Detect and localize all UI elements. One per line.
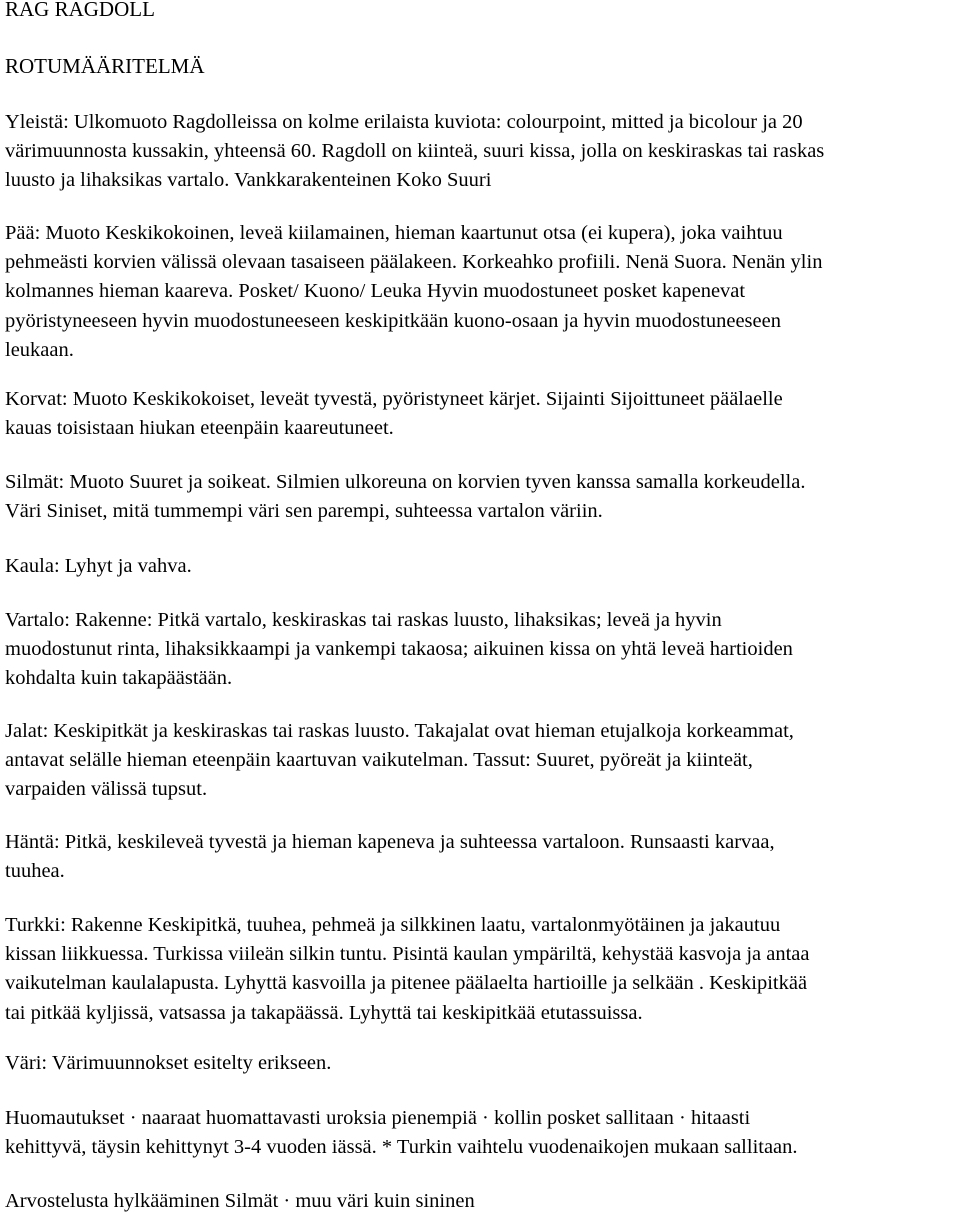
text-line: Huomautukset · naaraat huomattavasti uroksia pienempiä · kollin posket sallitaan · hitaasti: [5, 1107, 751, 1129]
text-line: Väri Siniset, mitä tummempi väri sen parempi, suhteessa vartalon väriin.: [5, 500, 603, 523]
paragraph-yleista: [5, 108, 824, 196]
document-subtitle: ROTUMÄÄRITELMÄ: [5, 54, 205, 78]
paragraph-vari: [5, 1049, 331, 1078]
paragraph-silmat: [5, 468, 805, 526]
text-line: leukaan.: [5, 338, 74, 361]
text-line: antavat selälle hieman eteenpäin kaartuvan vaikutelman. Tassut: Suuret, pyöreät ja kiinteät,: [5, 749, 753, 772]
document-title: RAG RAGDOLL: [5, 0, 155, 21]
text-line: vaikutelman kaulalapusta. Lyhyttä kasvoilla ja pitenee päälaelta hartioille ja selkään . Keskipitkää: [5, 972, 808, 995]
text-line: muodostunut rinta, lihaksikkaampi ja vankempi takaosa; aikuinen kissa on yhtä leveä hartioiden: [5, 638, 793, 661]
paragraph-hanta: [5, 828, 775, 886]
text-line: kehittyvä, täysin kehittynyt 3-4 vuoden iässä. * Turkin vaihtelu vuodenaikojen mukaan sallitaan.: [5, 1136, 798, 1159]
text-line: kolmannes hieman kaareva. Posket/ Kuono/ Leuka Hyvin muodostuneet posket kapenevat: [5, 280, 746, 303]
paragraph-paa: [5, 219, 822, 365]
paragraph-turkki: [5, 911, 810, 1028]
paragraph-arvostelusta: [5, 1187, 475, 1216]
paragraph-jalat: [5, 717, 794, 805]
text-line: kissan liikkuessa. Turkissa viileän silkin tuntu. Pisintä kaulan ympäriltä, kehystää kasvoja ja antaa: [5, 943, 810, 966]
text-line: varpaiden välissä tupsut.: [5, 778, 208, 801]
text-line: Väri: Värimuunnokset esitelty erikseen.: [5, 1052, 332, 1074]
text-line: tai pitkää kyljissä, vatsassa ja takapäässä. Lyhyttä tai keskipitkää etutassuissa.: [5, 1001, 643, 1024]
text-line: Silmät: Muoto Suuret ja soikeat. Silmien ulkoreuna on korvien tyven kanssa samalla korkeudella.: [5, 471, 806, 493]
text-line: Turkki: Rakenne Keskipitkä, tuuhea, pehmeä ja silkkinen laatu, vartalonmyötäinen ja jakautuu: [5, 914, 781, 936]
paragraph-huomautukset: [5, 1104, 798, 1162]
text-line: pyöristyneeseen hyvin muodostuneeseen keskipitkään kuono-osaan ja hyvin muodostuneeseen: [5, 309, 781, 332]
text-line: värimuunnosta kussakin, yhteensä 60. Ragdoll on kiinteä, suuri kissa, jolla on keskiraskas tai raskas: [5, 140, 825, 163]
text-line: kohdalta kuin takapäästään.: [5, 667, 233, 690]
text-line: Korvat: Muoto Keskikokoiset, leveät tyvestä, pyöristyneet kärjet. Sijainti Sijoittuneet päälaelle: [5, 388, 783, 410]
text-line: kauas toisistaan hiukan eteenpäin kaareutuneet.: [5, 417, 394, 440]
paragraph-korvat: [5, 385, 783, 443]
text-line: Häntä: Pitkä, keskileveä tyvestä ja hieman kapeneva ja suhteessa vartaloon. Runsaasti karvaa,: [5, 831, 775, 853]
text-line: Arvostelusta hylkääminen Silmät · muu väri kuin sininen: [5, 1190, 475, 1212]
paragraph-kaula: [5, 552, 192, 581]
text-line: Vartalo: Rakenne: Pitkä vartalo, keskiraskas tai raskas luusto, lihaksikas; leveä ja hyvin: [5, 609, 722, 631]
paragraph-vartalo: [5, 606, 793, 694]
text-line: tuuhea.: [5, 860, 65, 883]
text-line: Kaula: Lyhyt ja vahva.: [5, 555, 192, 577]
text-line: luusto ja lihaksikas vartalo. Vankkarakenteinen Koko Suuri: [5, 169, 492, 192]
text-line: Jalat: Keskipitkät ja keskiraskas tai raskas luusto. Takajalat ovat hieman etujalkoja korkeammat,: [5, 720, 794, 742]
text-line: Pää: Muoto Keskikokoinen, leveä kiilamainen, hieman kaartunut otsa (ei kupera), joka vaihtuu: [5, 222, 783, 244]
text-line: Yleistä: Ulkomuoto Ragdolleissa on kolme erilaista kuviota: colourpoint, mitted ja bicolour ja 20: [5, 111, 803, 133]
text-line: pehmeästi korvien välissä olevaan tasaiseen päälakeen. Korkeahko profiili. Nenä Suora. Nenän ylin: [5, 251, 823, 274]
